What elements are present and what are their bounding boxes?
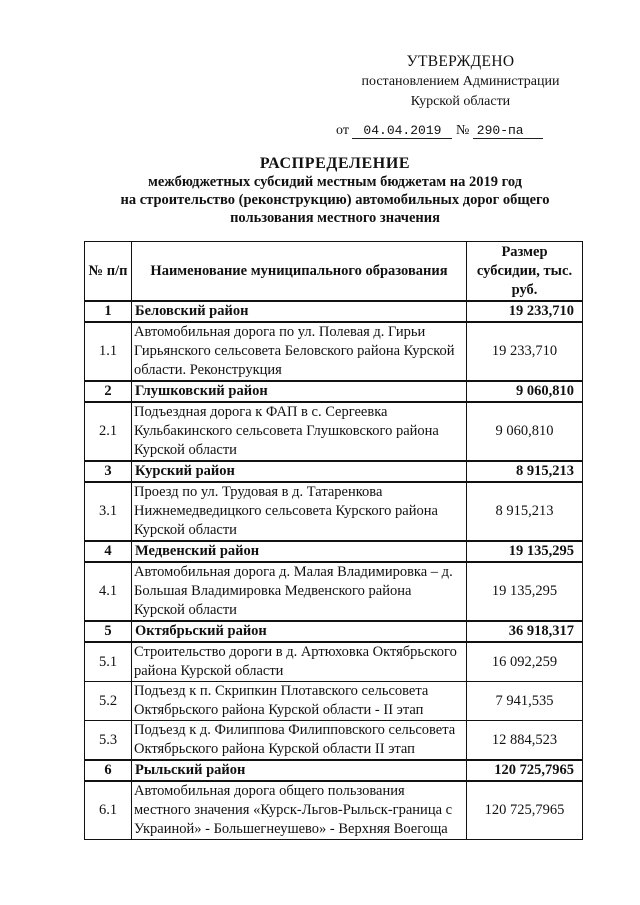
approval-line1: постановлением Администрации [361, 74, 560, 89]
district-name: Медвенский район [132, 541, 467, 562]
order-number-label: № [455, 123, 470, 138]
title-heading: РАСПРЕДЕЛЕНИЕ [259, 155, 411, 172]
order-date: 04.04.2019 [352, 124, 452, 139]
document-title [80, 155, 590, 227]
district-name: Беловский район [132, 301, 467, 322]
row-number: 5.2 [85, 682, 132, 721]
project-row [85, 721, 583, 761]
district-row [85, 381, 583, 402]
project-name: Подъезд к д. Филиппова Филипповского сельсовета Октябрьского района Курской области II этап [132, 721, 467, 761]
district-name: Глушковский район [132, 381, 467, 402]
subsidy-amount: 16 092,259 [467, 642, 583, 682]
row-number: 2.1 [85, 402, 132, 461]
row-number: 3.1 [85, 482, 132, 541]
title-line1: межбюджетных субсидий местным бюджетам на 2019 год [147, 174, 523, 190]
project-row [85, 322, 583, 381]
row-number: 4 [85, 541, 132, 562]
row-number: 5 [85, 621, 132, 642]
order-reference [336, 123, 596, 139]
subsidy-amount: 12 884,523 [467, 721, 583, 761]
district-name: Октябрьский район [132, 621, 467, 642]
project-row [85, 402, 583, 461]
title-line3: пользования местного значения [230, 210, 440, 226]
table-header-row [85, 242, 583, 302]
district-name: Рыльский район [132, 760, 467, 781]
row-number: 1 [85, 301, 132, 322]
district-row [85, 461, 583, 482]
row-number: 4.1 [85, 562, 132, 621]
row-number: 5.1 [85, 642, 132, 682]
project-name: Автомобильная дорога общего пользования местного значения «Курск-Льгов-Рыльск-граница с Украиной» - Большегнеушево» - Верхняя Воегоща [132, 781, 467, 840]
row-number: 1.1 [85, 322, 132, 381]
district-row [85, 621, 583, 642]
subsidy-amount: 8 915,213 [467, 482, 583, 541]
district-row [85, 301, 583, 322]
subsidy-amount: 9 060,810 [467, 402, 583, 461]
row-number: 6.1 [85, 781, 132, 840]
project-name: Подъездная дорога к ФАП в с. Сергеевка Кульбакинского сельсовета Глушковского района Курской области [132, 402, 467, 461]
subsidy-amount: 7 941,535 [467, 682, 583, 721]
project-row [85, 642, 583, 682]
project-row [85, 781, 583, 840]
district-row [85, 541, 583, 562]
project-row [85, 482, 583, 541]
project-row [85, 682, 583, 721]
order-number: 290-па [473, 124, 543, 139]
project-name: Подъезд к п. Скрипкин Плотавского сельсовета Октябрьского района Курской области - II этап [132, 682, 467, 721]
header-num: № п/п [85, 242, 132, 302]
approval-stamp [353, 52, 568, 112]
subsidy-amount: 19 135,295 [467, 562, 583, 621]
header-name: Наименование муниципального образования [132, 242, 467, 302]
subsidy-amount: 120 725,7965 [467, 760, 583, 781]
row-number: 5.3 [85, 721, 132, 761]
district-name: Курский район [132, 461, 467, 482]
project-name: Автомобильная дорога по ул. Полевая д. Гирьи Гирьянского сельсовета Беловского района Курской области. Реконструкция [132, 322, 467, 381]
subsidy-amount: 36 918,317 [467, 621, 583, 642]
subsidy-amount: 120 725,7965 [467, 781, 583, 840]
row-number: 2 [85, 381, 132, 402]
subsidy-amount: 8 915,213 [467, 461, 583, 482]
district-row [85, 760, 583, 781]
project-name: Проезд по ул. Трудовая в д. Татаренкова Нижнемедведицкого сельсовета Курского района Курской области [132, 482, 467, 541]
approval-line2: Курской области [410, 94, 511, 109]
order-from-label: от [336, 123, 349, 138]
table-body [85, 301, 583, 840]
header-amount: Размер субсидии, тыс. руб. [467, 242, 583, 302]
project-name: Автомобильная дорога д. Малая Владимировка – д. Большая Владимировка Медвенского района Курской области [132, 562, 467, 621]
row-number: 6 [85, 760, 132, 781]
project-name: Строительство дороги в д. Артюховка Октябрьского района Курской области [132, 642, 467, 682]
subsidy-amount: 9 060,810 [467, 381, 583, 402]
title-line2: на строительство (реконструкцию) автомобильных дорог общего [120, 192, 550, 208]
approval-heading: УТВЕРЖДЕНО [406, 53, 515, 70]
project-row [85, 562, 583, 621]
subsidy-table [84, 241, 583, 840]
subsidy-amount: 19 233,710 [467, 301, 583, 322]
subsidy-amount: 19 135,295 [467, 541, 583, 562]
subsidy-amount: 19 233,710 [467, 322, 583, 381]
row-number: 3 [85, 461, 132, 482]
